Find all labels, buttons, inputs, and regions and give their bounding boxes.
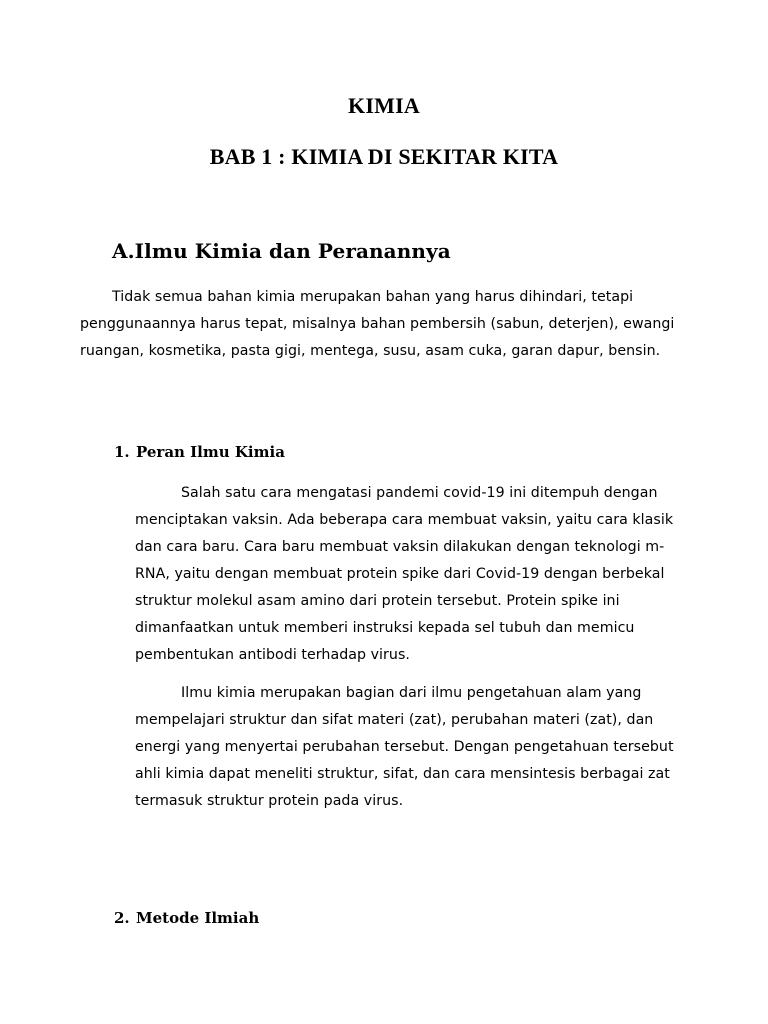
- paragraph-vaksin: Salah satu cara mengatasi pandemi covid-19 ini ditempuh dengan menciptakan vaksin. Ada beberapa cara membuat vaksin, yaitu cara klasik dan cara baru. Cara baru membuat vaksin dilakukan dengan teknologi m-RNA, yaitu dengan membuat protein spike dari Covid-19 dengan berbekal struktur molekul asam amino dari protein tersebut. Protein spike ini dimanfaatkan untuk memberi instruksi kepada sel tubuh dan memicu pembentukan antibodi terhadap virus.: [135, 485, 674, 663]
- subsection-title: Peran Ilmu Kimia: [136, 443, 285, 461]
- intro-paragraph: Tidak semua bahan kimia merupakan bahan yang harus dihindari, tetapi penggunaannya harus tepat, misalnya bahan pembersih (sabun, deterjen), ewangi ruangan, kosmetika, pasta gigi, mentega, susu, asam cuka, garan dapur, bensin.: [80, 289, 675, 359]
- subsection-title: Metode Ilmiah: [136, 909, 260, 927]
- chapter-title: BAB 1 : KIMIA DI SEKITAR KITA: [209, 144, 559, 169]
- document-title: KIMIA: [348, 93, 420, 118]
- subsection-number: 2.: [114, 909, 130, 927]
- subsection-heading-peran: [114, 440, 285, 464]
- section-heading: A.Ilmu Kimia dan Peranannya: [112, 239, 451, 263]
- paragraph-ilmu-kimia: Ilmu kimia merupakan bagian dari ilmu pengetahuan alam yang mempelajari struktur dan sifat materi (zat), perubahan materi (zat), dan energi yang menyertai perubahan tersebut. Dengan pengetahuan tersebut ahli kimia dapat meneliti struktur, sifat, dan cara mensintesis berbagai zat termasuk struktur protein pada virus.: [135, 685, 674, 809]
- subsection-heading-metode: [114, 906, 259, 930]
- subsection-number: 1.: [114, 443, 130, 461]
